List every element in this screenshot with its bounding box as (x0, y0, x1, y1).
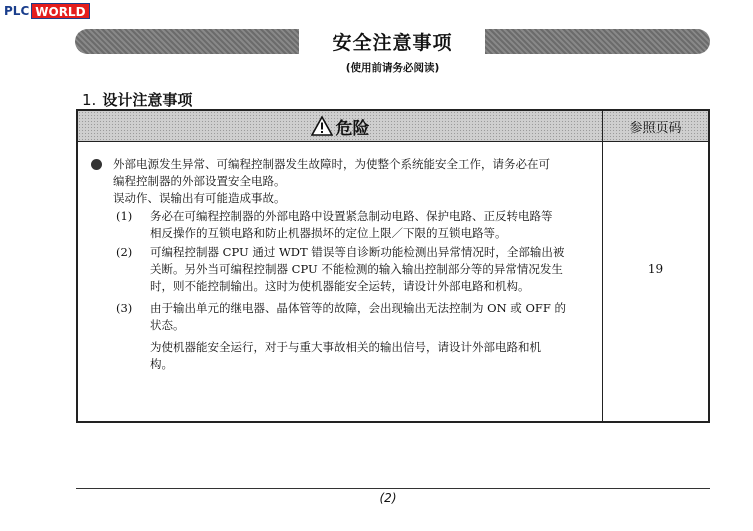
ref-page-header: 参照页码 (603, 111, 708, 142)
title-banner-left (75, 29, 299, 54)
section-title: 设计注意事项 (102, 91, 193, 109)
logo-plc-text: PLC (4, 4, 30, 18)
item-line: 可编程控制器 CPU 通过 WDT 错误等自诊断功能检测出异常情况时，全部输出被 (150, 245, 565, 259)
item-line: 为使机器能安全运行，对于与重大事故相关的输出信号，请设计外部电路和机 (150, 340, 541, 354)
intro-line: 编程控制器的外部设置安全电路。 (113, 174, 286, 188)
section-number: 1. (82, 91, 97, 109)
danger-content (78, 142, 603, 421)
item-line: 时，则不能控制输出。这时为使机器能安全运转，请设计外部电路和机构。 (150, 279, 530, 293)
item-label: (1) (116, 209, 133, 223)
logo-world-text: WORLD (31, 3, 89, 19)
footer-rule (76, 488, 710, 489)
intro-line: 外部电源发生异常、可编程控制器发生故障时，为使整个系统能安全工作，请务必在可 (113, 157, 550, 171)
item-line: 状态。 (150, 318, 185, 332)
danger-label: 危险 (335, 118, 370, 139)
ref-page-number: 19 (647, 262, 664, 276)
safety-table (76, 109, 710, 423)
section-heading (82, 89, 192, 110)
danger-title (311, 114, 370, 139)
danger-header (78, 111, 603, 142)
item-line: 由于输出单元的继电器、晶体管等的故障，会出现输出无法控制为 ON 或 OFF 的 (150, 301, 566, 315)
page-subtitle: (使用前请务必阅读) (345, 62, 440, 74)
intro-line: 误动作、误输出有可能造成事故。 (113, 191, 286, 205)
footer-page-number: (2) (379, 491, 397, 505)
title-banner-right (485, 29, 710, 54)
item-label: (2) (116, 245, 133, 259)
page-title: 安全注意事项 (332, 32, 453, 54)
item-line: 构。 (150, 357, 173, 371)
warning-icon (311, 116, 333, 136)
ref-page-column (603, 142, 708, 421)
item-label: (3) (116, 301, 133, 315)
plcworld-logo (4, 3, 90, 19)
item-line: 务必在可编程控制器的外部电路中设置紧急制动电路、保护电路、正反转电路等 (150, 209, 553, 223)
item-line: 相反操作的互锁电路和防止机器损坏的定位上限／下限的互锁电路等。 (150, 226, 507, 240)
item-line: 关断。另外当可编程控制器 CPU 不能检测的输入输出控制部分等的异常情况发生 (150, 262, 563, 276)
bullet-icon (91, 159, 102, 170)
